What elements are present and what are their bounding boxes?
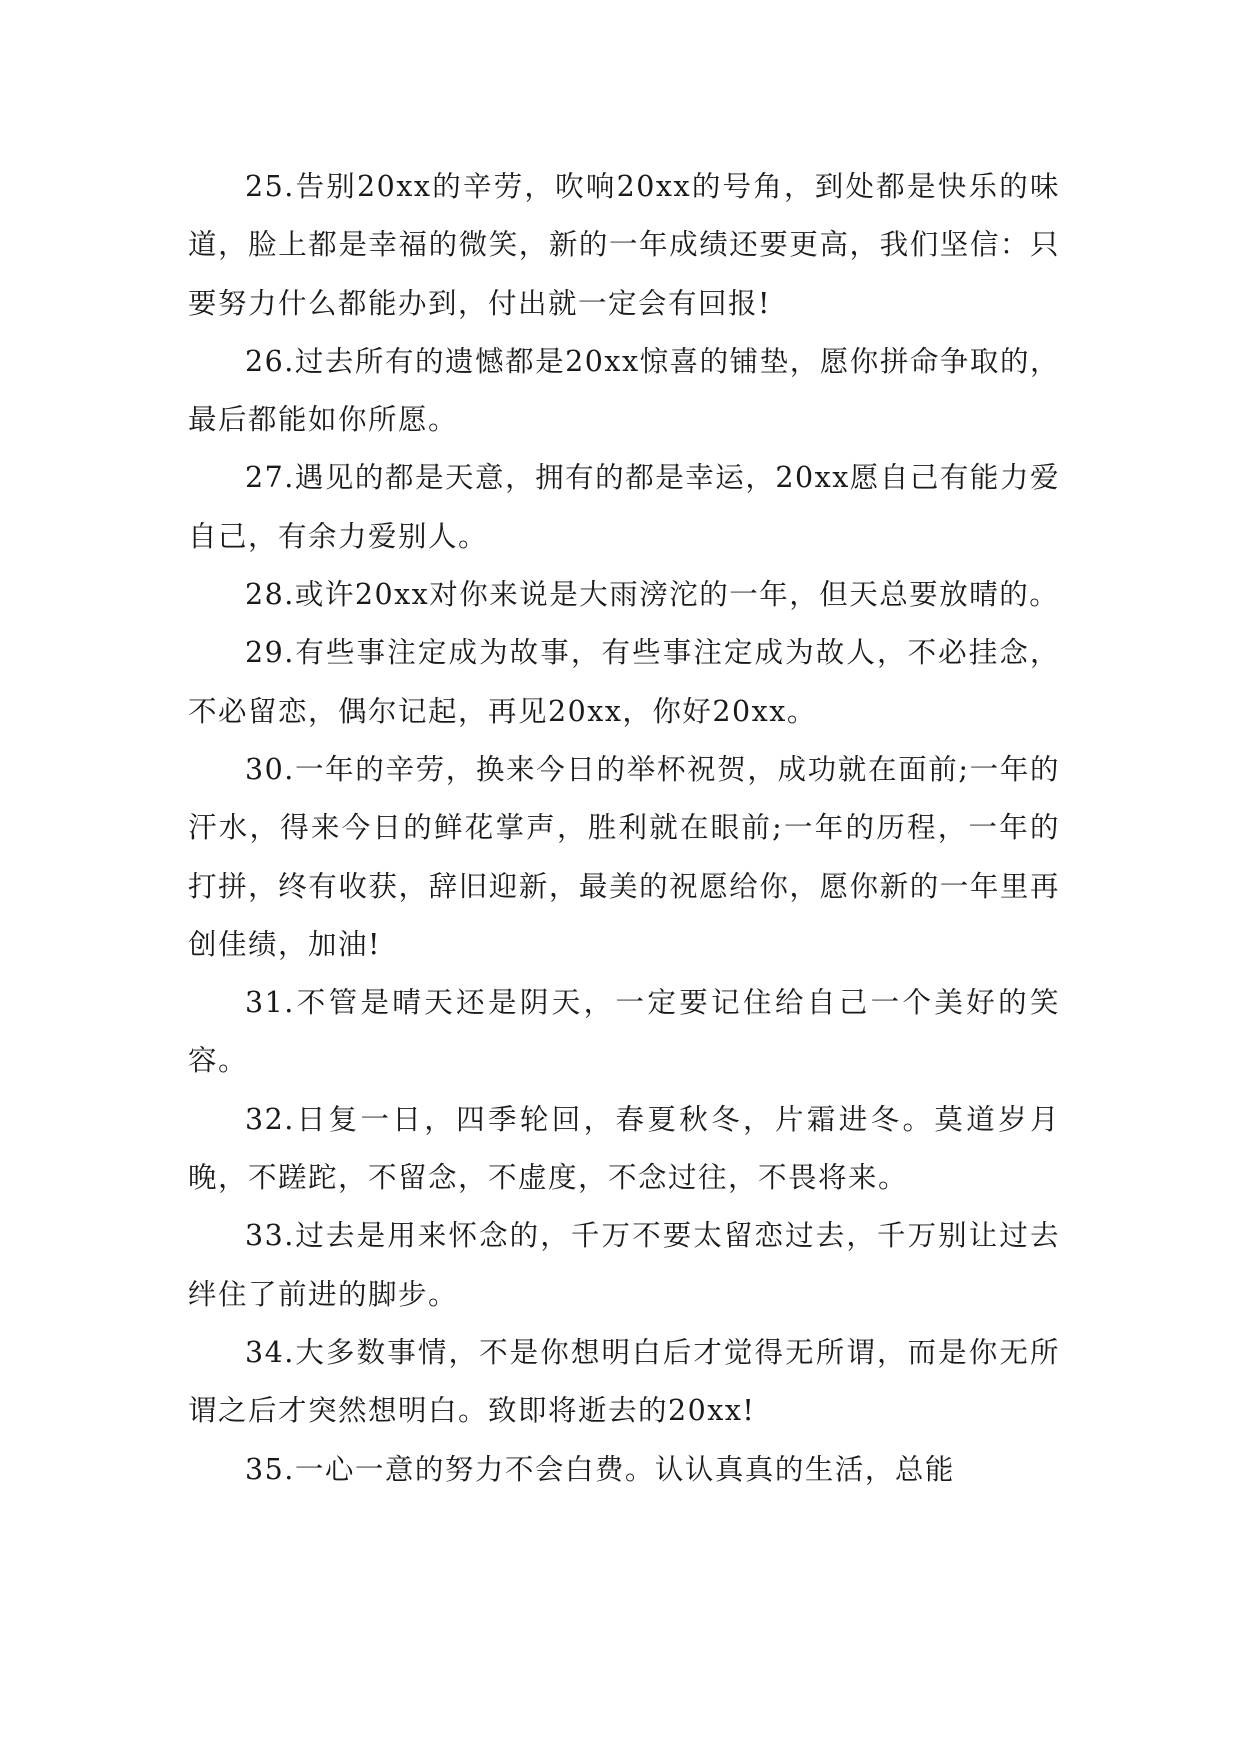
paragraph-30: 30.一年的辛劳，换来今日的举杯祝贺，成功就在面前;一年的汗水，得来今日的鲜花掌声，胜利就在眼前;一年的历程，一年的打拼，终有收获，辞旧迎新，最美的祝愿给你，愿你新的一年里再创佳绩，加油!	[188, 752, 1060, 961]
paragraph-25: 25.告别20xx的辛劳，吹响20xx的号角，到处都是快乐的味道，脸上都是幸福的微笑，新的一年成绩还要更高，我们坚信：只要努力什么都能办到，付出就一定会有回报!	[188, 170, 1060, 320]
paragraph-26: 26.过去所有的遗憾都是20xx惊喜的铺垫，愿你拼命争取的，最后都能如你所愿。	[188, 344, 1060, 437]
paragraph-32: 32.日复一日，四季轮回，春夏秋冬，片霜进冬。莫道岁月晚，不蹉跎，不留念，不虚度，不念过往，不畏将来。	[188, 1102, 1060, 1195]
paragraph-27: 27.遇见的都是天意，拥有的都是幸运，20xx愿自己有能力爱自己，有余力爱别人。	[188, 461, 1060, 553]
document-body	[188, 158, 1060, 1499]
paragraph-28: 28.或许20xx对你来说是大雨滂沱的一年，但天总要放晴的。	[245, 578, 1060, 612]
paragraph-31: 31.不管是晴天还是阴天，一定要记住给自己一个美好的笑容。	[188, 986, 1060, 1078]
paragraph-34: 34.大多数事情，不是你想明白后才觉得无所谓，而是你无所谓之后才突然想明白。致即将逝去的20xx!	[188, 1335, 1060, 1428]
paragraph-33: 33.过去是用来怀念的，千万不要太留恋过去，千万别让过去绊住了前进的脚步。	[188, 1219, 1060, 1311]
paragraph-35: 35.一心一意的努力不会白费。认认真真的生活，总能	[245, 1452, 955, 1486]
paragraph-29: 29.有些事注定成为故事，有些事注定成为故人，不必挂念，不必留恋，偶尔记起，再见20xx，你好20xx。	[188, 636, 1060, 728]
